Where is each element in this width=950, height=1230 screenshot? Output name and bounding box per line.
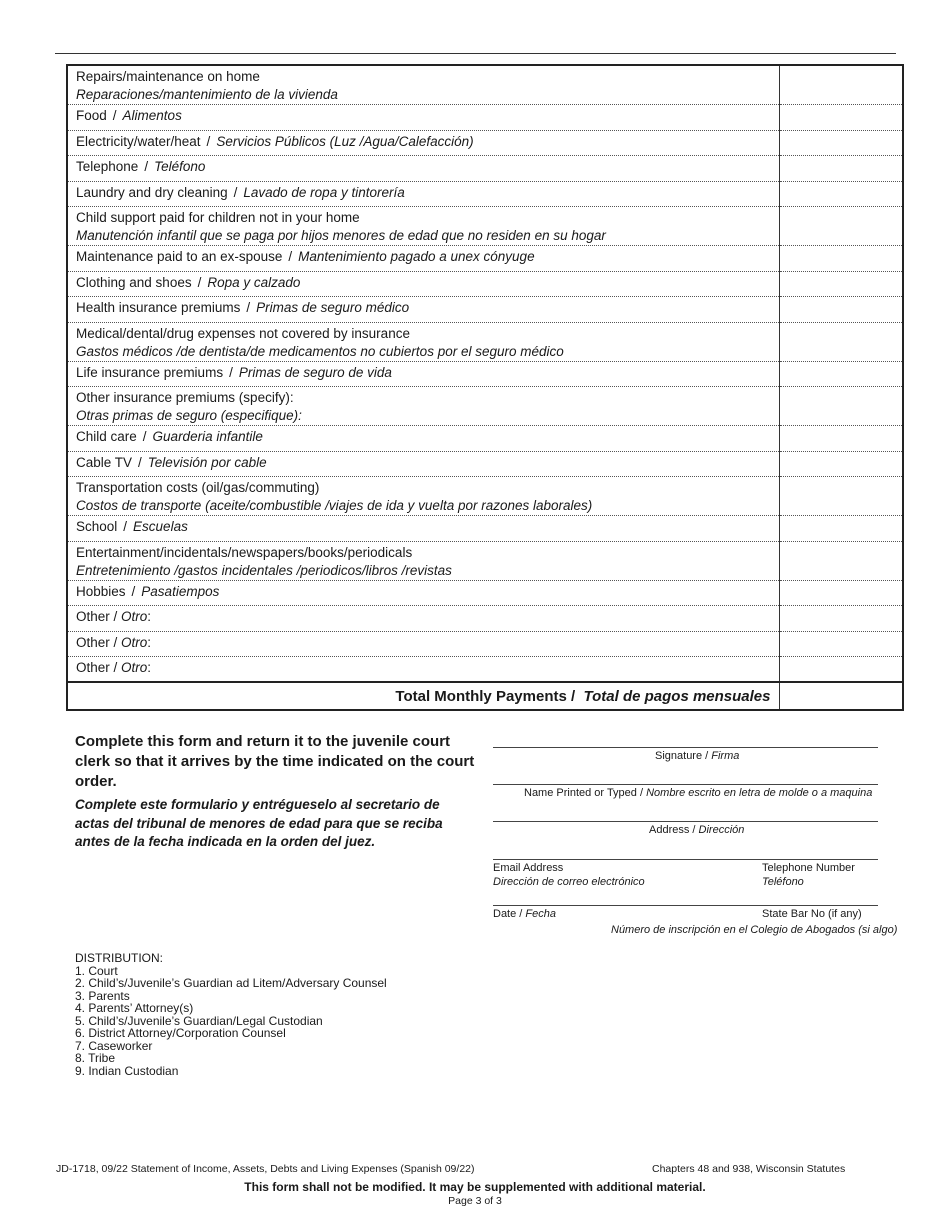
expense-row [67,297,903,323]
distribution-item: 8. Tribe [75,1051,116,1065]
expense-amount-field[interactable] [779,271,903,297]
expense-amount-field[interactable] [779,477,903,516]
expense-label-en: Repairs/maintenance on home [76,69,260,84]
expense-label-en: Life insurance premiums [76,364,224,380]
expense-label-es: Servicios Públicos (Luz /Agua/Calefacción) [216,133,474,149]
expense-label-en: Medical/dental/drug expenses not covered by insurance [76,325,410,341]
expense-label: Food / Alimentos [67,105,779,131]
expense-label-es: Escuelas [133,519,188,534]
expense-label-es: Otro [121,609,148,624]
expense-label-es: Costos de transporte (aceite/combustible /viajes de ida y vuelta por razones laborales) [76,498,593,513]
state-bar-label: State Bar No (if any) [762,908,862,920]
address-line[interactable] [493,821,878,822]
expense-label-es: Pasatiempos [141,583,220,599]
expense-label-en: Child support paid for children not in your home [76,210,360,225]
expense-amount-field[interactable] [779,516,903,542]
modification-notice: This form shall not be modified. It may be supplemented with additional material. [244,1180,706,1194]
expense-row [67,426,903,452]
expense-label: Health insurance premiums / Primas de seguro médico [67,297,779,323]
distribution-item: 1. Court [75,963,118,978]
expense-label: Clothing and shoes / Ropa y calzado [67,271,779,297]
expense-label-es: Mantenimiento pagado a unex cónyuge [298,249,535,264]
expense-row [67,580,903,606]
expense-label: Cable TV / Televisión por cable [67,451,779,477]
expense-label-en: Laundry and dry cleaning [76,184,228,200]
expense-label-es: Otro [121,660,148,675]
total-label-es: Total de pagos mensuales [583,688,771,705]
expense-row [67,65,903,105]
expense-amount-field[interactable] [779,156,903,182]
expense-label-en: Other insurance premiums (specify): [76,390,294,405]
expense-row-other [67,657,903,683]
expense-row [67,271,903,297]
expense-label [67,322,779,361]
expense-amount-field[interactable] [779,657,903,683]
top-rule [55,53,896,54]
expense-label-en: Electricity/water/heat [76,133,201,149]
expense-label: Other / Otro: [67,606,779,632]
total-row [67,682,903,710]
expense-label-en: Entertainment/incidentals/newspapers/books/periodicals [76,544,413,560]
distribution-item: 6. District Attorney/Corporation Counsel [75,1026,286,1040]
telephone-label: Telephone Number Teléfono [762,862,855,888]
expense-label: Other / Otro: [67,657,779,683]
form-id: JD-1718, 09/22 Statement of Income, Assets, Debts and Living Expenses (Spanish 09/22) [56,1163,475,1175]
expense-row [67,105,903,131]
expense-row [67,246,903,272]
expense-label-es: Televisión por cable [147,454,267,470]
expense-label-en: Other [76,609,110,624]
expense-amount-field[interactable] [779,426,903,452]
expense-row-other [67,606,903,632]
expense-row [67,477,903,516]
expense-label [67,207,779,246]
distribution-list [75,952,387,1077]
total-label [67,682,779,710]
expense-label: Life insurance premiums / Primas de seguro de vida [67,361,779,387]
expense-label-en: Health insurance premiums [76,300,241,315]
signature-line[interactable] [493,747,878,748]
expense-label: Other / Otro: [67,631,779,657]
expense-label [67,387,779,426]
expense-label-es: Otras primas de seguro (especifique): [76,408,302,423]
expense-label-es: Teléfono [154,159,206,174]
expense-label-en: Cable TV [76,454,133,470]
total-label-en: Total Monthly Payments / [395,688,576,705]
expense-label-es: Manutención infantil que se paga por hijos menores de edad que no residen en su hogar [76,228,606,243]
expense-amount-field[interactable] [779,246,903,272]
expense-label [67,477,779,516]
expense-row [67,207,903,246]
expense-row [67,451,903,477]
expense-label: School / Escuelas [67,516,779,542]
expense-row [67,130,903,156]
instructions-es: Complete este formulario y entrégueselo al secretario de actas del tribunal de menores de edad para que se reciba antes de la fecha indicada en la orden del juez. [75,797,443,849]
expense-label-es: Entretenimiento /gastos incidentales /periodicos/libros /revistas [76,562,452,578]
living-expenses-table [66,64,904,711]
expense-amount-field[interactable] [779,322,903,361]
expense-label [67,541,779,580]
address-label: Address / Dirección [649,824,745,836]
expense-label: Maintenance paid to an ex-spouse / Mantenimiento pagado a unex cónyuge [67,246,779,272]
expense-label: Hobbies / Pasatiempos [67,580,779,606]
distribution-item: 5. Child’s/Juvenile’s Guardian/Legal Custodian [75,1013,323,1028]
expense-label-es: Guarderia infantile [152,429,263,444]
email-label: Email Address Dirección de correo electrónico [493,862,645,888]
expense-amount-field[interactable] [779,297,903,323]
expense-amount-field[interactable] [779,451,903,477]
expense-label-es: Otro [121,634,148,650]
expense-row [67,516,903,542]
expense-label-en: Maintenance paid to an ex-spouse [76,249,283,264]
expense-label: Child care / Guarderia infantile [67,426,779,452]
instructions-en: Complete this form and return it to the juvenile court clerk so that it arrives by the time indicated on the court order. [75,733,475,790]
expense-row [67,322,903,361]
expense-amount-field[interactable] [779,207,903,246]
expense-label: Electricity/water/heat / Servicios Públicos (Luz /Agua/Calefacción) [67,130,779,156]
distribution-item: 9. Indian Custodian [75,1063,179,1078]
expense-row [67,541,903,580]
signature-label: Signature / Firma [655,750,740,762]
expense-label-en: Food [76,108,107,123]
expense-amount-field[interactable] [779,130,903,156]
expense-label-es: Primas de seguro médico [256,300,410,315]
page-number: Page 3 of 3 [448,1195,502,1207]
expense-amount-field[interactable] [779,181,903,207]
return-instructions [75,732,475,852]
distribution-item: 4. Parents’ Attorney(s) [75,1001,194,1015]
distribution-item: 3. Parents [75,988,130,1003]
expense-row [67,387,903,426]
expense-label-en: Other [76,660,110,675]
expense-label-es: Alimentos [122,108,182,123]
expense-amount-field[interactable] [779,361,903,387]
distribution-title: DISTRIBUTION: [75,951,164,965]
expense-amount-field[interactable] [779,606,903,632]
expense-label: Telephone / Teléfono [67,156,779,182]
distribution-item: 7. Caseworker [75,1038,153,1053]
expense-label-en: Child care [76,429,137,444]
expense-label-en: Transportation costs (oil/gas/commuting) [76,480,320,495]
expense-label-es: Primas de seguro de vida [238,364,392,380]
name-printed-line[interactable] [493,784,878,785]
state-bar-label-es: Número de inscripción en el Colegio de Abogados (si algo) [611,924,898,936]
expense-label-en: Hobbies [76,583,126,599]
expense-amount-field[interactable] [779,65,903,105]
distribution-item: 2. Child’s/Juvenile’s Guardian ad Litem/Adversary Counsel [75,976,387,990]
name-printed-label: Name Printed or Typed / Nombre escrito en letra de molde o a maquina [524,787,873,799]
expense-label-es: Ropa y calzado [207,274,301,290]
total-amount-field[interactable] [779,682,903,710]
expense-label: Laundry and dry cleaning / Lavado de ropa y tintorería [67,181,779,207]
expense-row [67,156,903,182]
expense-row-other [67,631,903,657]
expense-label-es: Gastos médicos /de dentista/de medicamentos no cubiertos por el seguro médico [76,343,564,359]
expense-label-en: School [76,519,118,534]
expense-label-en: Other [76,634,110,650]
date-label: Date / Fecha [493,908,556,920]
expense-amount-field[interactable] [779,105,903,131]
expense-label-en: Clothing and shoes [76,274,192,290]
expense-row [67,361,903,387]
expense-label [67,65,779,105]
email-phone-line[interactable] [493,859,878,860]
expense-amount-field[interactable] [779,541,903,580]
expense-label-es: Reparaciones/mantenimiento de la vivienda [76,87,338,102]
expense-label-en: Telephone [76,159,139,174]
expense-row [67,181,903,207]
expense-amount-field[interactable] [779,387,903,426]
expense-amount-field[interactable] [779,580,903,606]
date-bar-line[interactable] [493,905,878,906]
statutes-reference: Chapters 48 and 938, Wisconsin Statutes [652,1163,846,1175]
expense-amount-field[interactable] [779,631,903,657]
expense-label-es: Lavado de ropa y tintorería [243,184,405,200]
